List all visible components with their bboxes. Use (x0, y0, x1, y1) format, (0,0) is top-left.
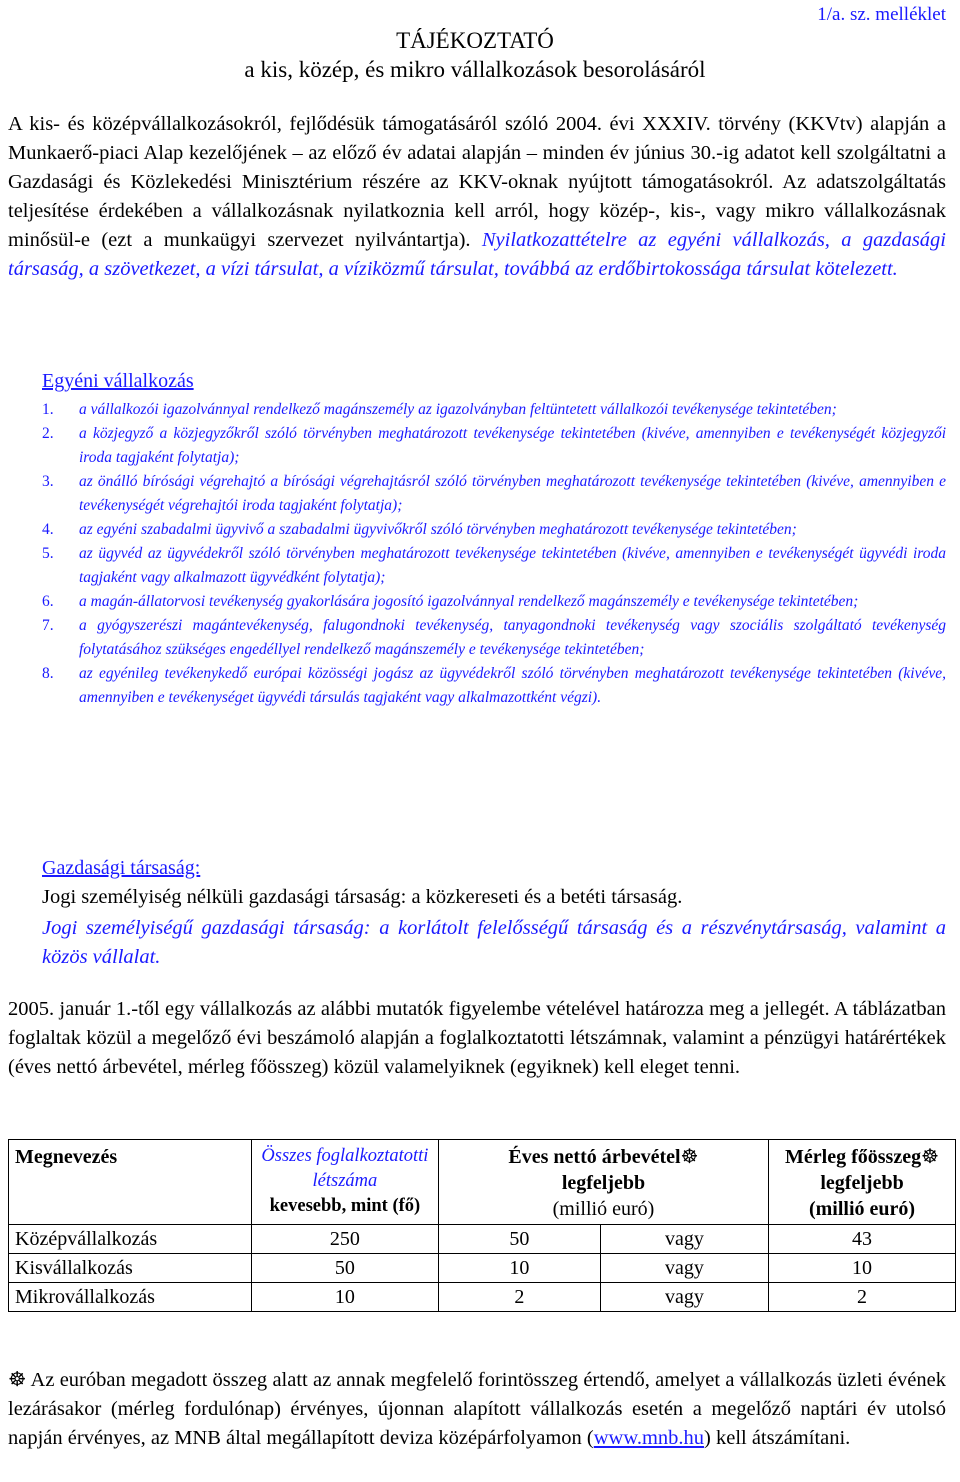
intro-paragraph (8, 110, 946, 284)
egyeni-heading: Egyéni vállalkozás (42, 370, 194, 392)
footnote-symbol-icon: ☸ (8, 1369, 27, 1391)
list-item: 3. az önálló bírósági végrehajtó a bírósági végrehajtásról szóló törvényben meghatározott tevékenysége tekintetében (kivéve, amennyiben e tevékenységét végrehajtói iroda tagjaként folytatja); (42, 473, 946, 514)
gt-line-2: Jogi személyiségű gazdasági társaság: a korlátolt felelősségű társaság és a részvénytársaság, valamint a közös vállalat. (42, 917, 946, 968)
table-row: Középvállalkozás 250 50 vagy 43 (9, 1225, 956, 1254)
footnote (8, 1366, 946, 1453)
list-item: 7. a gyógyszerészi magántevékenység, falugondnoki tevékenység, tanyagondnoki tevékenység vagy szociális szolgáltató tevékenység folytatásához szükséges engedéllyel rendelkező magánszemély e tevékenysége tekintetében; (42, 617, 946, 658)
header-revenue: Éves nettó árbevétel☸ legfeljebb (millió euró) (438, 1140, 768, 1225)
list-item: 8. az egyénileg tevékenykedő európai közösségi jogász az ügyvédekről szóló törvényben meghatározott tevékenysége tekintetében (kivéve, amennyiben e tevékenységet ügyvédi társulás tagjaként vagy alkalmazottként végzi). (42, 665, 946, 706)
list-item: 4. az egyéni szabadalmi ügyvivő a szabadalmi ügyvivőkről szóló törvényben meghatározott tevékenysége tekintetében; (42, 521, 797, 538)
egyeni-list (42, 398, 946, 710)
footnote-text-end: ) kell átszámítani. (704, 1427, 851, 1449)
list-item: 1. a vállalkozói igazolvánnyal rendelkező magánszemély az igazolványban feltüntetett vállalkozói tevékenysége tekintetében; (42, 401, 837, 418)
annex-label: 1/a. sz. melléklet (817, 4, 946, 25)
asterisk-symbol-icon: ☸ (921, 1146, 940, 1168)
table-row: Kisvállalkozás 50 10 vagy 10 (9, 1254, 956, 1283)
list-item: 2. a közjegyző a közjegyzőkről szóló törvényben meghatározott tevékenysége tekintetében (kivéve, amennyiben e tevékenységét közjegyzői iroda tagjaként folytatja); (42, 425, 946, 466)
classification-table (8, 1139, 956, 1312)
page-title: TÁJÉKOZTATÓ (396, 28, 554, 53)
table-header-row (9, 1140, 956, 1225)
header-staff: Összes foglalkoztatotti létszáma kevesebb, mint (fő) (251, 1140, 438, 1225)
asterisk-symbol-icon: ☸ (680, 1146, 699, 1168)
gt-line-1: Jogi személyiség nélküli gazdasági társaság: a közkereseti és a betéti társaság. (42, 886, 683, 908)
intro-emphasis: Nyilatkozattételre az egyéni vállalkozás, a gazdasági társaság, a szövetkezet, a vízi társulat, a víziközmű társulat, továbbá az erdőbirtokossága társulat kötelezett. (8, 229, 946, 280)
gt-heading: Gazdasági társaság: (42, 857, 201, 879)
mnb-link[interactable]: www.mnb.hu (593, 1427, 705, 1449)
rules-paragraph: 2005. január 1.-től egy vállalkozás az alábbi mutatók figyelembe vételével határozza meg a jellegét. A táblázatban foglaltak közül a megelőző évi beszámoló alapján a foglalkoztatotti létszámnak, valamint a pénzügyi határértékek (éves nettó árbevétel, mérleg főösszeg) közül valamelyiknek (egyiknek) kell eleget tenni. (8, 998, 946, 1078)
intro-text: A kis- és középvállalkozásokról, fejlődésük támogatásáról szóló 2004. évi XXXIV. törvény (KKVtv) alapján a Munkaerő-piaci Alap kezelőjének – az előző év adatai alapján – minden év június 30.-ig adatot kell szolgáltatni a Gazdasági és Közlekedési Minisztérium részére az KKV-oknak nyújtott támogatásokról. Az adatszolgáltatás teljesítése érdekében a vállalkozásnak nyilatkoznia kell arról, hogy közép-, kis-, vagy mikro vállalkozásnak minősül-e (ezt a munkaügyi szervezet nyilvántartja). (8, 113, 946, 251)
page-subtitle: a kis, közép, és mikro vállalkozások besorolásáról (244, 57, 706, 82)
footnote-text: Az euróban megadott összeg alatt az annak megfelelő forintösszeg értendő, amelyet a vállalkozás üzleti évének lezárásakor (mérleg fordulónap) érvényes, újonnan alapított vállalkozás esetén a megelőző naptári év utolsó napján érvényes, az MNB által megállapított deviza középárfolyamon ( (8, 1369, 946, 1449)
list-item: 5. az ügyvéd az ügyvédekről szóló törvényben meghatározott tevékenysége tekintetében (kivéve, amennyiben e tevékenységét ügyvédi iroda tagjaként vagy alkalmazott ügyvédként folytatja); (42, 545, 946, 586)
table-row: Mikrovállalkozás 10 2 vagy 2 (9, 1283, 956, 1312)
list-item: 6. a magán-állatorvosi tevékenység gyakorlására jogosító igazolvánnyal rendelkező magánszemély e tevékenysége tekintetében; (42, 593, 859, 610)
header-name: Megnevezés (9, 1140, 252, 1225)
header-balance: Mérleg főösszeg☸ legfeljebb (millió euró) (769, 1140, 956, 1225)
